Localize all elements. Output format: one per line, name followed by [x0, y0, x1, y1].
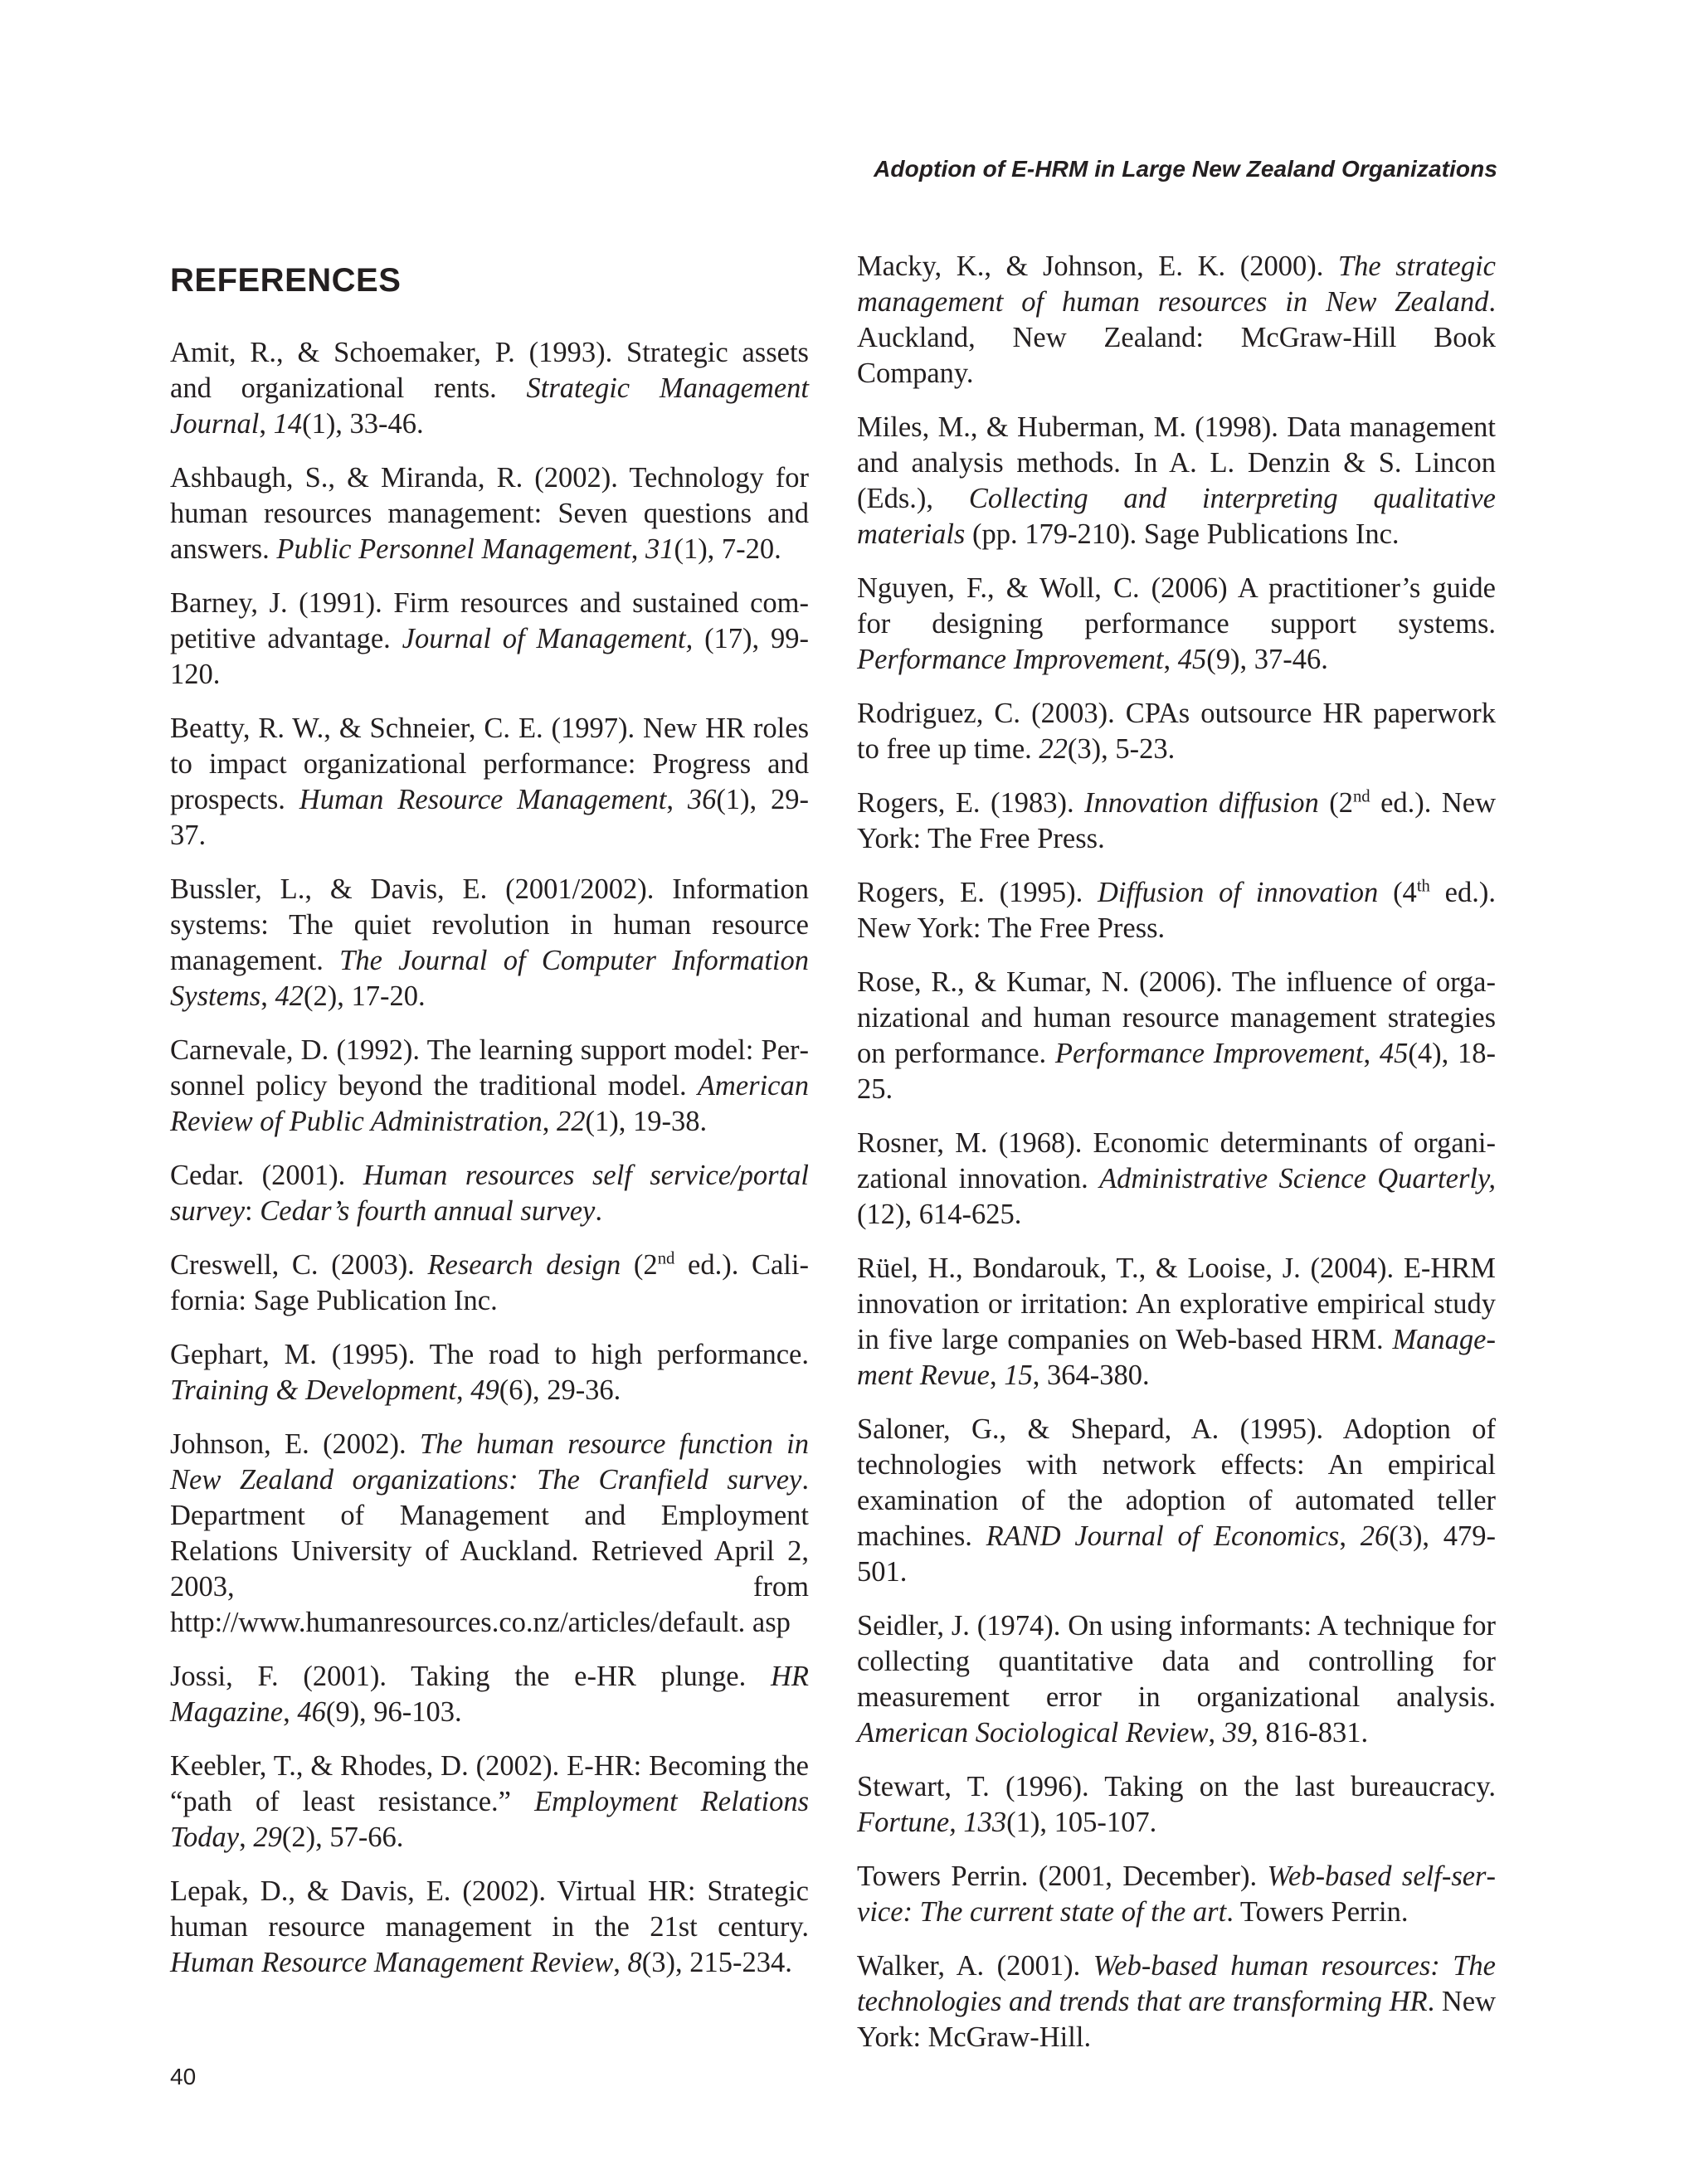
- reference-list-left: [170, 335, 809, 1981]
- reference-italic-text: Fortune, 133: [857, 1807, 1007, 1838]
- reference-text: (3), 215-234.: [641, 1947, 792, 1978]
- reference-text: ,: [1163, 644, 1178, 675]
- reference-text: ed.). New York: The Free Press.: [857, 877, 1496, 944]
- reference-entry: [170, 1337, 809, 1408]
- reference-text: ,: [1208, 1717, 1223, 1749]
- reference-italic-text: Human Resource Management Review: [170, 1947, 614, 1978]
- reference-text: (12), 614-625.: [857, 1199, 1022, 1230]
- reference-entry: [857, 1859, 1496, 1930]
- running-head: Adoption of E-HRM in Large New Zealand Organizations: [874, 156, 1497, 182]
- reference-italic-text: Public Personnel Management: [276, 533, 631, 565]
- reference-text: Beatty, R. W., & Schneier, C. E. (1997). New HR roles to impact organizational performance: Progress and prospects.: [170, 713, 809, 815]
- reference-superscript: nd: [657, 1249, 675, 1268]
- reference-text: Rosner, M. (1968). Economic determinants of organizational innovation.: [857, 1127, 1496, 1194]
- reference-italic-text: RAND Journal of Economics: [986, 1520, 1340, 1552]
- reference-text: (6), 29-36.: [499, 1374, 621, 1406]
- reference-italic-text: Web-based self-service: The current state of the art: [857, 1861, 1496, 1928]
- reference-italic-text: Innovation diffusion: [1084, 787, 1319, 819]
- reference-text: . New York: McGraw-Hill.: [857, 1986, 1496, 2053]
- reference-entry: [170, 1659, 809, 1730]
- reference-entry: [857, 249, 1496, 392]
- reference-entry: [170, 711, 809, 854]
- reference-text: (2), 17-20.: [303, 980, 426, 1012]
- reference-italic-text: 49: [470, 1374, 499, 1406]
- reference-entry: [857, 571, 1496, 678]
- reference-entry: [857, 1412, 1496, 1590]
- reference-text: (9), 96-103.: [325, 1696, 462, 1728]
- reference-text: Carnevale, D. (1992). The learning support model: Personnel policy beyond the traditional model.: [170, 1034, 809, 1102]
- reference-italic-text: 39: [1222, 1717, 1252, 1749]
- reference-text: Jossi, F. (2001). Taking the e-HR plunge.: [170, 1661, 771, 1692]
- reference-italic-text: Employment Relations Today: [170, 1786, 809, 1853]
- reference-entry: [857, 965, 1496, 1107]
- reference-entry: [857, 1126, 1496, 1233]
- reference-text: . Department of Management and Employment Relations University of Auckland. Retrieved April 2, 2003, from http://www.humanresources.co.nz/articles/default. asp: [170, 1464, 809, 1638]
- references-right-column: [857, 249, 1496, 2074]
- reference-text: ed.). California: Sage Publication Inc.: [170, 1249, 809, 1316]
- reference-entry: [857, 1948, 1496, 2055]
- reference-text: ed.). New York: The Free Press.: [857, 787, 1496, 854]
- reference-text: (9), 37-46.: [1206, 644, 1328, 675]
- reference-italic-text: Human Resource Management: [299, 784, 667, 815]
- reference-text: Walker, A. (2001).: [857, 1950, 1093, 1982]
- reference-text: ,: [259, 408, 274, 440]
- reference-text: Stewart, T. (1996). Taking on the last bureaucracy.: [857, 1771, 1496, 1802]
- reference-text: Johnson, E. (2002).: [170, 1428, 420, 1460]
- reference-entry: [857, 696, 1496, 767]
- reference-text: ,: [542, 1106, 557, 1137]
- reference-text: (1), 7-20.: [674, 533, 781, 565]
- reference-italic-text: 14: [273, 408, 303, 440]
- reference-italic-text: 22: [1039, 733, 1068, 765]
- reference-entry: [170, 1749, 809, 1856]
- reference-entry: [857, 1769, 1496, 1841]
- reference-text: Rose, R., & Kumar, N. (2006). The influence of organizational and human resource management strategies on performance.: [857, 966, 1496, 1069]
- reference-text: ,: [666, 784, 688, 815]
- reference-text: (1), 29-37.: [170, 784, 810, 851]
- reference-text: (1), 19-38.: [585, 1106, 708, 1137]
- reference-italic-text: Management Revue: [857, 1324, 1496, 1391]
- reference-text: (2: [621, 1249, 658, 1281]
- reference-italic-text: Research design: [427, 1249, 621, 1281]
- reference-italic-text: Web-based human resources: The technologies and trends that are transforming HR: [857, 1950, 1496, 2017]
- reference-entry: [170, 586, 809, 693]
- reference-italic-text: 8: [627, 1947, 642, 1978]
- reference-text: Nguyen, F., & Woll, C. (2006) A practitioner’s guide for designing performance support systems.: [857, 572, 1496, 640]
- reference-text: Miles, M., & Huberman, M. (1998). Data management and analysis methods. In A. L. Denzin & S. Lincon (Eds.),: [857, 411, 1496, 514]
- reference-italic-text: The Journal of Computer Information Systems: [170, 945, 809, 1012]
- reference-text: ,: [283, 1696, 298, 1728]
- reference-italic-text: 26: [1360, 1520, 1390, 1552]
- reference-entry: [857, 786, 1496, 857]
- reference-text: ,: [613, 1947, 628, 1978]
- reference-text: ,: [1339, 1520, 1361, 1552]
- reference-text: (3), 5-23.: [1067, 733, 1176, 765]
- reference-text: :: [245, 1195, 260, 1227]
- reference-text: ,: [630, 533, 645, 565]
- reference-text: Saloner, G., & Shepard, A. (1995). Adoption of technologies with network effects: An empirical examination of the adoption of automated teller machines.: [857, 1413, 1496, 1552]
- reference-italic-text: Training & Development: [170, 1374, 456, 1406]
- reference-italic-text: The human resource function in New Zealand organizations: The Cranfield survey: [170, 1428, 810, 1496]
- reference-text: . Auckland, New Zealand: McGraw-Hill Book Company.: [857, 286, 1496, 389]
- reference-italic-text: 22: [557, 1106, 586, 1137]
- reference-text: ,: [989, 1360, 1005, 1391]
- reference-text: Bussler, L., & Davis, E. (2001/2002). Information systems: The quiet revolution in human resource management.: [170, 873, 809, 976]
- reference-text: Barney, J. (1991). Firm resources and sustained competitive advantage.: [170, 587, 809, 654]
- reference-entry: [857, 875, 1496, 946]
- reference-text: Rogers, E. (1995).: [857, 877, 1098, 908]
- reference-italic-text: 46: [297, 1696, 326, 1728]
- reference-text: Cedar. (2001).: [170, 1160, 363, 1191]
- reference-text: Amit, R., & Schoemaker, P. (1993). Strategic assets and organizational rents.: [170, 337, 809, 404]
- section-heading: REFERENCES: [170, 262, 402, 299]
- reference-entry: [170, 872, 809, 1014]
- reference-text: (4), 18-25.: [857, 1038, 1496, 1105]
- reference-entry: [170, 335, 809, 442]
- reference-italic-text: Human resources self service/portal survey: [170, 1160, 809, 1227]
- reference-entry: [170, 1874, 809, 1981]
- reference-italic-text: HR Magazine: [170, 1661, 809, 1728]
- reference-text: (1), 33-46.: [302, 408, 424, 440]
- reference-text: (2), 57-66.: [281, 1822, 404, 1853]
- reference-italic-text: 29: [253, 1822, 282, 1853]
- reference-entry: [857, 1608, 1496, 1751]
- reference-italic-text: Journal of Management,: [402, 623, 694, 654]
- reference-text: Towers Perrin. (2001, December).: [857, 1861, 1268, 1892]
- reference-text: (4: [1378, 877, 1417, 908]
- reference-text: Gephart, M. (1995). The road to high performance.: [170, 1339, 809, 1370]
- reference-text: ,: [455, 1374, 471, 1406]
- reference-text: .: [595, 1195, 602, 1227]
- reference-entry: [170, 1427, 809, 1641]
- reference-entry: [170, 1158, 809, 1229]
- reference-italic-text: 15: [1004, 1360, 1033, 1391]
- reference-text: Seidler, J. (1974). On using informants: A technique for collecting quantitative data and controlling for measurement error in organizational analysis.: [857, 1610, 1496, 1713]
- reference-entry: [857, 410, 1496, 552]
- page-number: 40: [170, 2064, 197, 2089]
- reference-entry: [857, 1251, 1496, 1394]
- reference-italic-text: Diffusion of innovation: [1097, 877, 1379, 908]
- reference-text: Lepak, D., & Davis, E. (2002). Virtual HR: Strategic human resource management in the 21st century.: [170, 1875, 809, 1943]
- reference-italic-text: Administrative Science Quarterly,: [1099, 1163, 1496, 1194]
- reference-italic-text: Collecting and interpreting qualitative materials: [857, 483, 1496, 550]
- reference-text: ,: [239, 1822, 254, 1853]
- reference-text: (pp. 179-210). Sage Publications Inc.: [965, 518, 1400, 550]
- reference-superscript: nd: [1352, 787, 1370, 806]
- reference-text: Rodriguez, C. (2003). CPAs outsource HR paperwork to free up time.: [857, 698, 1496, 765]
- reference-text: Keebler, T., & Rhodes, D. (2002). E-HR: Becoming the “path of least resistance.”: [170, 1750, 809, 1817]
- reference-list-right: [857, 249, 1496, 2055]
- reference-text: Macky, K., & Johnson, E. K. (2000).: [857, 251, 1338, 282]
- reference-text: Rüel, H., Bondarouk, T., & Looise, J. (2004). E-HRM innovation or irritation: An explorative empirical study in five large companies on Web-based HRM.: [857, 1253, 1496, 1355]
- reference-text: (1), 105-107.: [1006, 1807, 1157, 1838]
- reference-entry: [170, 460, 809, 567]
- reference-italic-text: 42: [275, 980, 304, 1012]
- reference-italic-text: American Sociological Review: [857, 1717, 1209, 1749]
- reference-text: Ashbaugh, S., & Miranda, R. (2002). Technology for human resources management: Seven questions and answers.: [170, 462, 809, 565]
- reference-text: , 364-380.: [1032, 1360, 1150, 1391]
- reference-italic-text: Performance Improvement: [857, 644, 1164, 675]
- reference-text: Rogers, E. (1983).: [857, 787, 1085, 819]
- references-left-column: [170, 249, 809, 1999]
- reference-italic-text: American Review of Public Administration: [170, 1070, 809, 1137]
- reference-italic-text: 45: [1177, 644, 1207, 675]
- reference-italic-text: The strategic management of human resources in New Zealand: [857, 251, 1496, 318]
- reference-entry: [170, 1248, 809, 1319]
- reference-italic-text: Strategic Management Journal: [170, 372, 809, 440]
- reference-italic-text: Performance Improvement: [1054, 1038, 1364, 1069]
- reference-text: (17), 99-120.: [170, 623, 809, 690]
- reference-text: (3), 479-501.: [857, 1520, 1497, 1588]
- reference-text: ,: [260, 980, 275, 1012]
- reference-italic-text: Cedar’s fourth annual survey: [260, 1195, 596, 1227]
- reference-text: , 816-831.: [1251, 1717, 1369, 1749]
- reference-text: ,: [1363, 1038, 1380, 1069]
- reference-text: Creswell, C. (2003).: [170, 1249, 428, 1281]
- reference-superscript: th: [1416, 877, 1430, 896]
- reference-italic-text: 36: [687, 784, 717, 815]
- reference-italic-text: 31: [645, 533, 674, 565]
- reference-text: (2: [1318, 787, 1353, 819]
- reference-italic-text: 45: [1379, 1038, 1409, 1069]
- reference-entry: [170, 1033, 809, 1140]
- reference-text: . Towers Perrin.: [1226, 1896, 1409, 1928]
